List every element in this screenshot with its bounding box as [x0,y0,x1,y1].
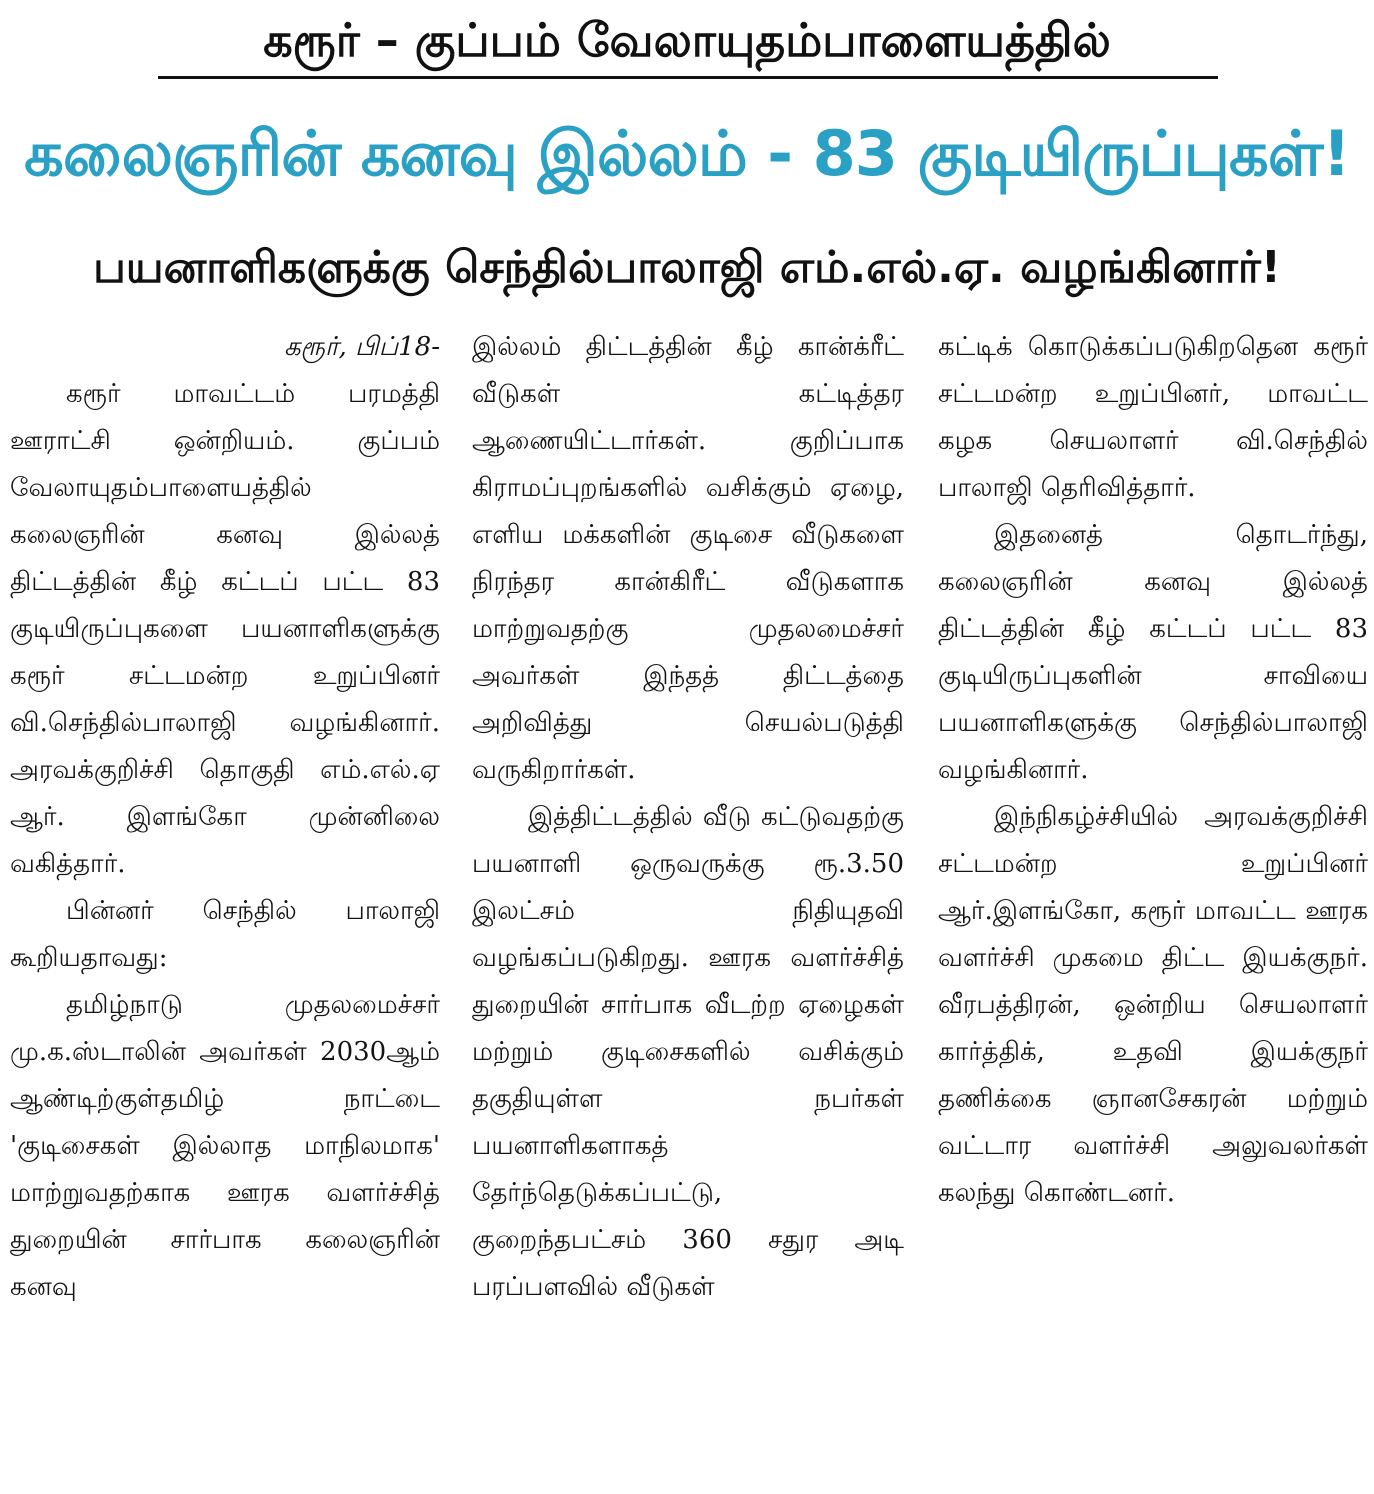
article-paragraph: தமிழ்நாடு முதலமைச்சர் மு.க.ஸ்டாலின் அவர்கள் 2030ஆம் ஆண்டிற்குள்தமிழ் நாட்டை 'குடிசைகள் இல்லாத மாநிலமாக' மாற்றுவதற்காக ஊரக வளர்ச்சித் துறையின் சார்பாக கலைஞரின் கனவு [10,990,440,1302]
article-paragraph: இதனைத் தொடர்ந்து, கலைஞரின் கனவு இல்லத் திட்டத்தின் கீழ் கட்டப் பட்ட 83 குடியிருப்புகளின் சாவியை பயனாளிகளுக்கு செந்தில்பாலாஜி வழங்கினார். [938,520,1368,785]
article-subheadline: பயனாளிகளுக்கு செந்தில்பாலாஜி எம்.எல்.ஏ. வழங்கினார்! [93,242,1281,293]
article-column-3 [938,324,1368,1490]
article-column-2 [472,324,904,1490]
article-headline: கலைஞரின் கனவு இல்லம் - 83 குடியிருப்புகள்! [24,117,1350,190]
kicker-underline [158,76,1218,79]
article-dateline: கரூர், பிப்18- [283,332,440,362]
article-paragraph: கட்டிக் கொடுக்கப்படுகிறதென கரூர் சட்டமன்ற உறுப்பினர், மாவட்ட கழக செயலாளர் வி.செந்தில் பாலாஜி தெரிவித்தார். [938,332,1368,503]
article-column-1 [10,324,440,1490]
article-paragraph: கரூர் மாவட்டம் பரமத்தி ஊராட்சி ஒன்றியம். குப்பம் வேலாயுதம்பாளையத்தில் கலைஞரின் கனவு இல்லத் திட்டத்தின் கீழ் கட்டப் பட்ட 83 குடியிருப்புகளை பயனாளிகளுக்கு கரூர் சட்டமன்ற உறுப்பினர் வி.செந்தில்பாலாஜி வழங்கினார். அரவக்குறிச்சி தொகுதி எம்.எல்.ஏ ஆர். இளங்கோ முன்னிலை வகித்தார். [10,379,440,879]
article-paragraph: இத்திட்டத்தில் வீடு கட்டுவதற்கு பயனாளி ஒருவருக்கு ரூ.3.50 இலட்சம் நிதியுதவி வழங்கப்படுகிறது. ஊரக வளர்ச்சித் துறையின் சார்பாக வீடற்ற ஏழைகள் மற்றும் குடிசைகளில் வசிக்கும் தகுதியுள்ள நபர்கள் பயனாளிகளாகத் தேர்ந்தெடுக்கப்பட்டு, குறைந்தபட்சம் 360 சதுர அடி பரப்பளவில் வீடுகள் [472,802,904,1302]
article-paragraph: இல்லம் திட்டத்தின் கீழ் கான்க்ரீட் வீடுகள் கட்டித்தர ஆணையிட்டார்கள். குறிப்பாக கிராமப்புறங்களில் வசிக்கும் ஏழை, எளிய மக்களின் குடிசை வீடுகளை நிரந்தர கான்கிரீட் வீடுகளாக மாற்றுவதற்கு முதலமைச்சர் அவர்கள் இந்தத் திட்டத்தை அறிவித்து செயல்படுத்தி வருகிறார்கள். [472,332,904,785]
article-paragraph: இந்நிகழ்ச்சியில் அரவக்குறிச்சி சட்டமன்ற உறுப்பினர் ஆர்.இளங்கோ, கரூர் மாவட்ட ஊரக வளர்ச்சி முகமை திட்ட இயக்குநர். வீரபத்திரன், ஒன்றிய செயலாளர் கார்த்திக், உதவி இயக்குநர் தணிக்கை ஞானசேகரன் மற்றும் வட்டார வளர்ச்சி அலுவலர்கள் கலந்து கொண்டனர். [938,802,1368,1208]
article-paragraph: பின்னர் செந்தில் பாலாஜி கூறியதாவது: [10,896,440,973]
article-kicker: கரூர் – குப்பம் வேலாயுதம்பாளையத்தில் [263,13,1111,67]
